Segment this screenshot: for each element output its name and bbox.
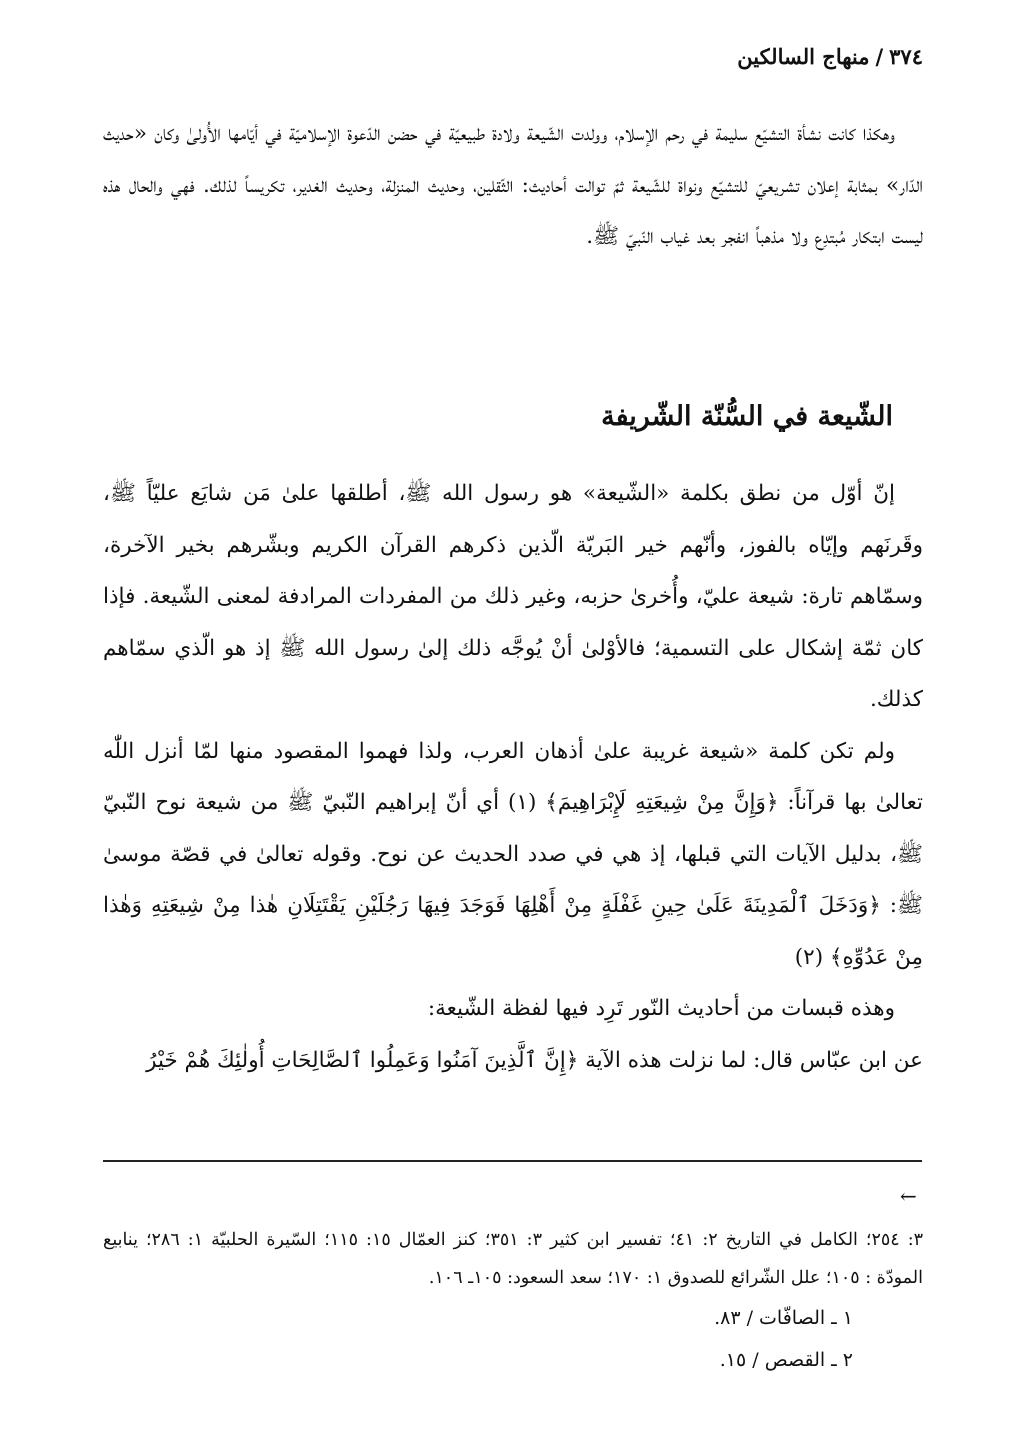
intro-text: [103, 108, 923, 263]
page-header: [737, 44, 923, 69]
footnote-2: ٢ ـ القصص / ١٥.: [719, 1349, 853, 1371]
footnote-continuation: ٣: ٢٥٤؛ الكامل في التاريخ ٢: ٤١؛ تفسير ابن كثير ٣: ٣٥١؛ كنز العمّال ١٥: ١١٥؛ السّيرة الحلبيّة ١: ٢٨٦؛ ينابيع المودّة : ١٠٥؛ علل الشّرائع للصدوق ١: ١٧٠؛ سعد السعود: ١٠٥ـ ١٠٦.: [103, 1230, 923, 1288]
paragraph-first-usage: إنّ أوّل من نطق بكلمة «الشّيعة» هو رسول الله ﷺ، أطلقها علىٰ مَن شايَع عليّاً ﷺ، وقَرنَهم وإيّاه بالفوز، وأنّهم خير البَريّة الّذين ذكرهم القرآن الكريم وبشّرهم بخير الآخرة، وسمّاهم تارة: شيعة عليّ، وأُخرىٰ حزبه، وغير ذلك من المفردات المرادفة لمعنى الشّيعة. فإذا كان ثمّة إشكال على التسمية؛ فالأوْلىٰ أنْ يُوجَّه ذلك إلىٰ رسول الله ﷺ إذ هو الّذي سمّاهم كذلك.: [103, 481, 923, 712]
footnote-divider: [103, 1160, 922, 1162]
intro-paragraph: وهكذا كانت نشأة التشيّع سليمة في رحم الإسلام، وولدت الشّيعة ولادة طبيعيّة في حضن الدّعوة الإسلاميّة في أيّامها الأُولىٰ وكان «حديث الدّار» بمثابة إعلان تشريعيّ للتشيّع ونواة للشّيعة ثمّ توالت أحاديث: الثّقلين، وحديث المنزلة، وحديث الغدير، تكريساً لذلك. فهي والحال هذه ليست ابتكار مُبتدِع ولا مذهباً انفجر بعد غياب النّبيّ ﷺ.: [103, 121, 923, 249]
section-body: [103, 468, 923, 1086]
paragraph-hadith-intro: وهذه قبسات من أحاديث النّور تَرِد فيها لفظة الشّيعة:: [427, 996, 895, 1021]
section-heading: الشّيعة في السُّنّة الشّريفة: [601, 401, 893, 432]
header-separator: /: [875, 44, 884, 69]
paragraph-quran-usage: ولم تكن كلمة «شيعة غريبة علىٰ أذهان العرب، ولذا فهموا المقصود منها لمّا أنزل اللّٰه تعالىٰ بها قرآناً: ﴿وَإِنَّ مِنْ شِيعَتِهِ لَإِبْرَاهِيمَ﴾ (١) أي أنّ إبراهيم النّبيّ ﷺ من شيعة نوح النّبيّ ﷺ، بدليل الآيات التي قبلها، إذ هي في صدد الحديث عن نوح. وقوله تعالىٰ في قصّة موسىٰ ﷺ: ﴿وَدَخَلَ ٱلْمَدِينَةَ عَلَىٰ حِينِ غَفْلَةٍ مِنْ أَهْلِهَا فَوَجَدَ فِيهَا رَجُلَيْنِ يَقْتَتِلَانِ هٰذا مِنْ شِيعَتِهِ وَهٰذا مِنْ عَدُوِّهِ﴾ (٢): [103, 738, 923, 970]
page-number: ٣٧٤: [889, 44, 923, 69]
book-title: منهاج السالكين: [737, 44, 870, 69]
paragraph-ibn-abbas: عن ابن عبّاس قال: لما نزلت هذه الآية ﴿إِنَّ ٱلَّذِينَ آمَنُوا وَعَمِلُوا ٱلصَّالِحَاتِ أُولٰئِكَ هُمْ خَيْرُ: [146, 1047, 923, 1073]
footnotes: [103, 1221, 923, 1381]
continuation-arrow-icon: ←: [900, 1184, 917, 1208]
footnote-1: ١ ـ الصافّات / ٨٣.: [714, 1307, 853, 1329]
